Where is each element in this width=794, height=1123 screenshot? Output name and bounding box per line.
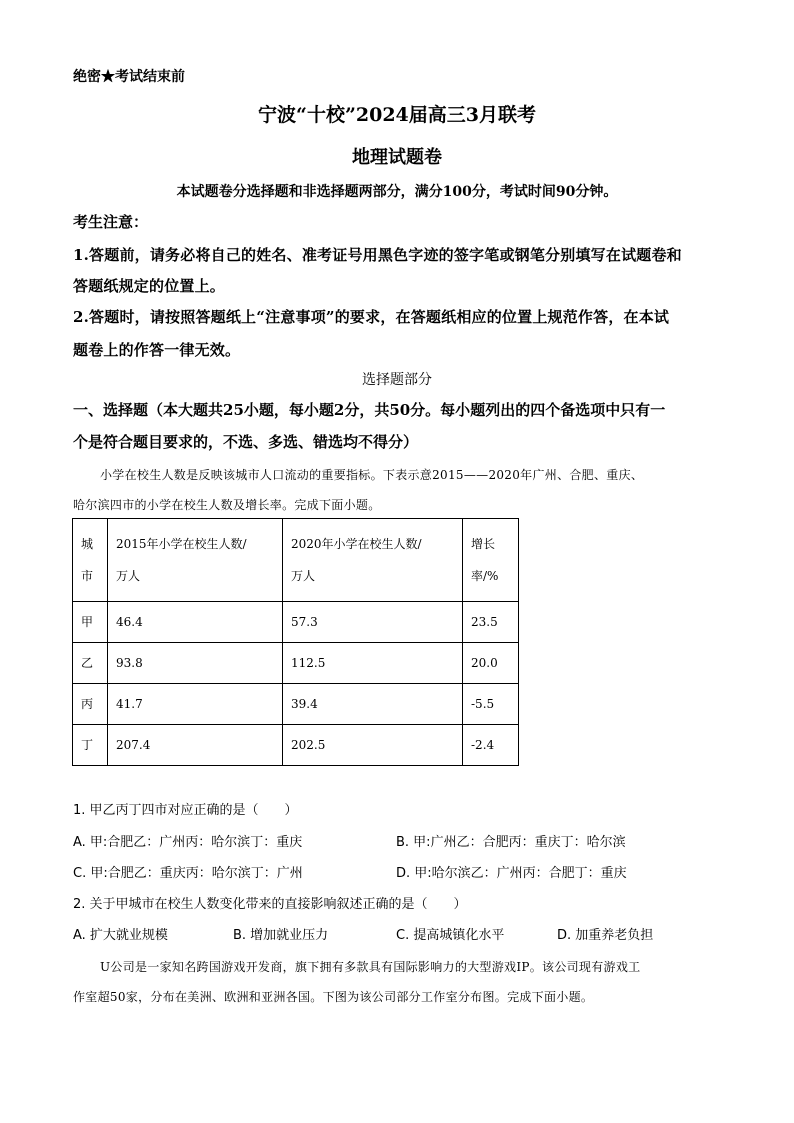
- table-cell: 23.5: [463, 602, 519, 643]
- table-cell: 112.5: [283, 643, 463, 684]
- question-2-stem: 2. 关于甲城市在校生人数变化带来的直接影响叙述正确的是（ ）: [73, 897, 467, 912]
- table-cell: 丁: [73, 725, 108, 766]
- subject-title: 地理试题卷: [352, 147, 442, 168]
- material-intro: U公司是一家知名跨国游戏开发商，旗下拥有多款具有国际影响力的大型游戏IP。该公司现有游戏工: [100, 960, 641, 974]
- header-cell: 城 市: [73, 519, 108, 602]
- material-intro: 小学在校生人数是反映该城市人口流动的重要指标。下表示意2015——2020年广州、合肥、重庆、: [100, 468, 644, 482]
- table-header-row: [73, 519, 519, 602]
- header-cell: 增长 率/%: [463, 519, 519, 602]
- section-title: 选择题部分: [362, 372, 432, 388]
- notice-line: 答题纸规定的位置上。: [73, 277, 226, 295]
- table-cell: 57.3: [283, 602, 463, 643]
- table-cell: 甲: [73, 602, 108, 643]
- table-cell: 41.7: [108, 684, 283, 725]
- q1-option-c[interactable]: C. 甲:合肥乙：重庆丙：哈尔滨丁：广州: [73, 866, 303, 881]
- table-cell: 20.0: [463, 643, 519, 684]
- table-cell: -2.4: [463, 725, 519, 766]
- section-heading: 一、选择题（本大题共25小题，每小题2分，共50分。每小题列出的四个备选项中只有一: [73, 401, 666, 419]
- q1-option-b[interactable]: B. 甲:广州乙：合肥丙：重庆丁：哈尔滨: [396, 835, 626, 850]
- question-1-stem: 1. 甲乙丙丁四市对应正确的是（ ）: [73, 803, 298, 818]
- q2-option-b[interactable]: B. 增加就业压力: [233, 928, 329, 943]
- exam-title: 宁波“十校”2024届高三3月联考: [258, 104, 536, 126]
- table-row: [73, 643, 519, 684]
- table-row: [73, 602, 519, 643]
- header-cell: 2020年小学在校生人数/ 万人: [283, 519, 463, 602]
- q2-option-c[interactable]: C. 提高城镇化水平: [396, 928, 505, 943]
- table-cell: 乙: [73, 643, 108, 684]
- enrollment-table: [72, 518, 519, 766]
- table-row: [73, 725, 519, 766]
- notice-line: 1.答题前，请务必将自己的姓名、准考证号用黑色字迹的签字笔或钢笔分别填写在试题卷和: [73, 246, 682, 264]
- table-cell: 202.5: [283, 725, 463, 766]
- table-cell: 丙: [73, 684, 108, 725]
- confidential-label: 绝密★考试结束前: [73, 69, 185, 85]
- exam-description: 本试题卷分选择题和非选择题两部分，满分100分，考试时间90分钟。: [176, 184, 618, 200]
- notice-line: 题卷上的作答一律无效。: [73, 341, 241, 359]
- table-cell: 93.8: [108, 643, 283, 684]
- table-cell: -5.5: [463, 684, 519, 725]
- notice-line: 2.答题时，请按照答题纸上“注意事项”的要求，在答题纸相应的位置上规范作答，在本试: [73, 308, 670, 326]
- table-row: [73, 684, 519, 725]
- table-cell: 39.4: [283, 684, 463, 725]
- header-cell: 2015年小学在校生人数/ 万人: [108, 519, 283, 602]
- q2-option-a[interactable]: A. 扩大就业规模: [73, 928, 168, 943]
- table-cell: 207.4: [108, 725, 283, 766]
- section-heading: 个是符合题目要求的，不选、多选、错选均不得分）: [73, 433, 419, 451]
- table-cell: 46.4: [108, 602, 283, 643]
- q2-option-d[interactable]: D. 加重养老负担: [557, 928, 654, 943]
- q1-option-d[interactable]: D. 甲:哈尔滨乙：广州丙：合肥丁：重庆: [396, 866, 627, 881]
- material-intro: 作室超50家，分布在美洲、欧洲和亚洲各国。下图为该公司部分工作室分布图。完成下面小题。: [73, 990, 594, 1004]
- notice-title: 考生注意：: [73, 213, 149, 231]
- q1-option-a[interactable]: A. 甲:合肥乙：广州丙：哈尔滨丁：重庆: [73, 835, 303, 850]
- material-intro: 哈尔滨四市的小学在校生人数及增长率。完成下面小题。: [73, 498, 381, 512]
